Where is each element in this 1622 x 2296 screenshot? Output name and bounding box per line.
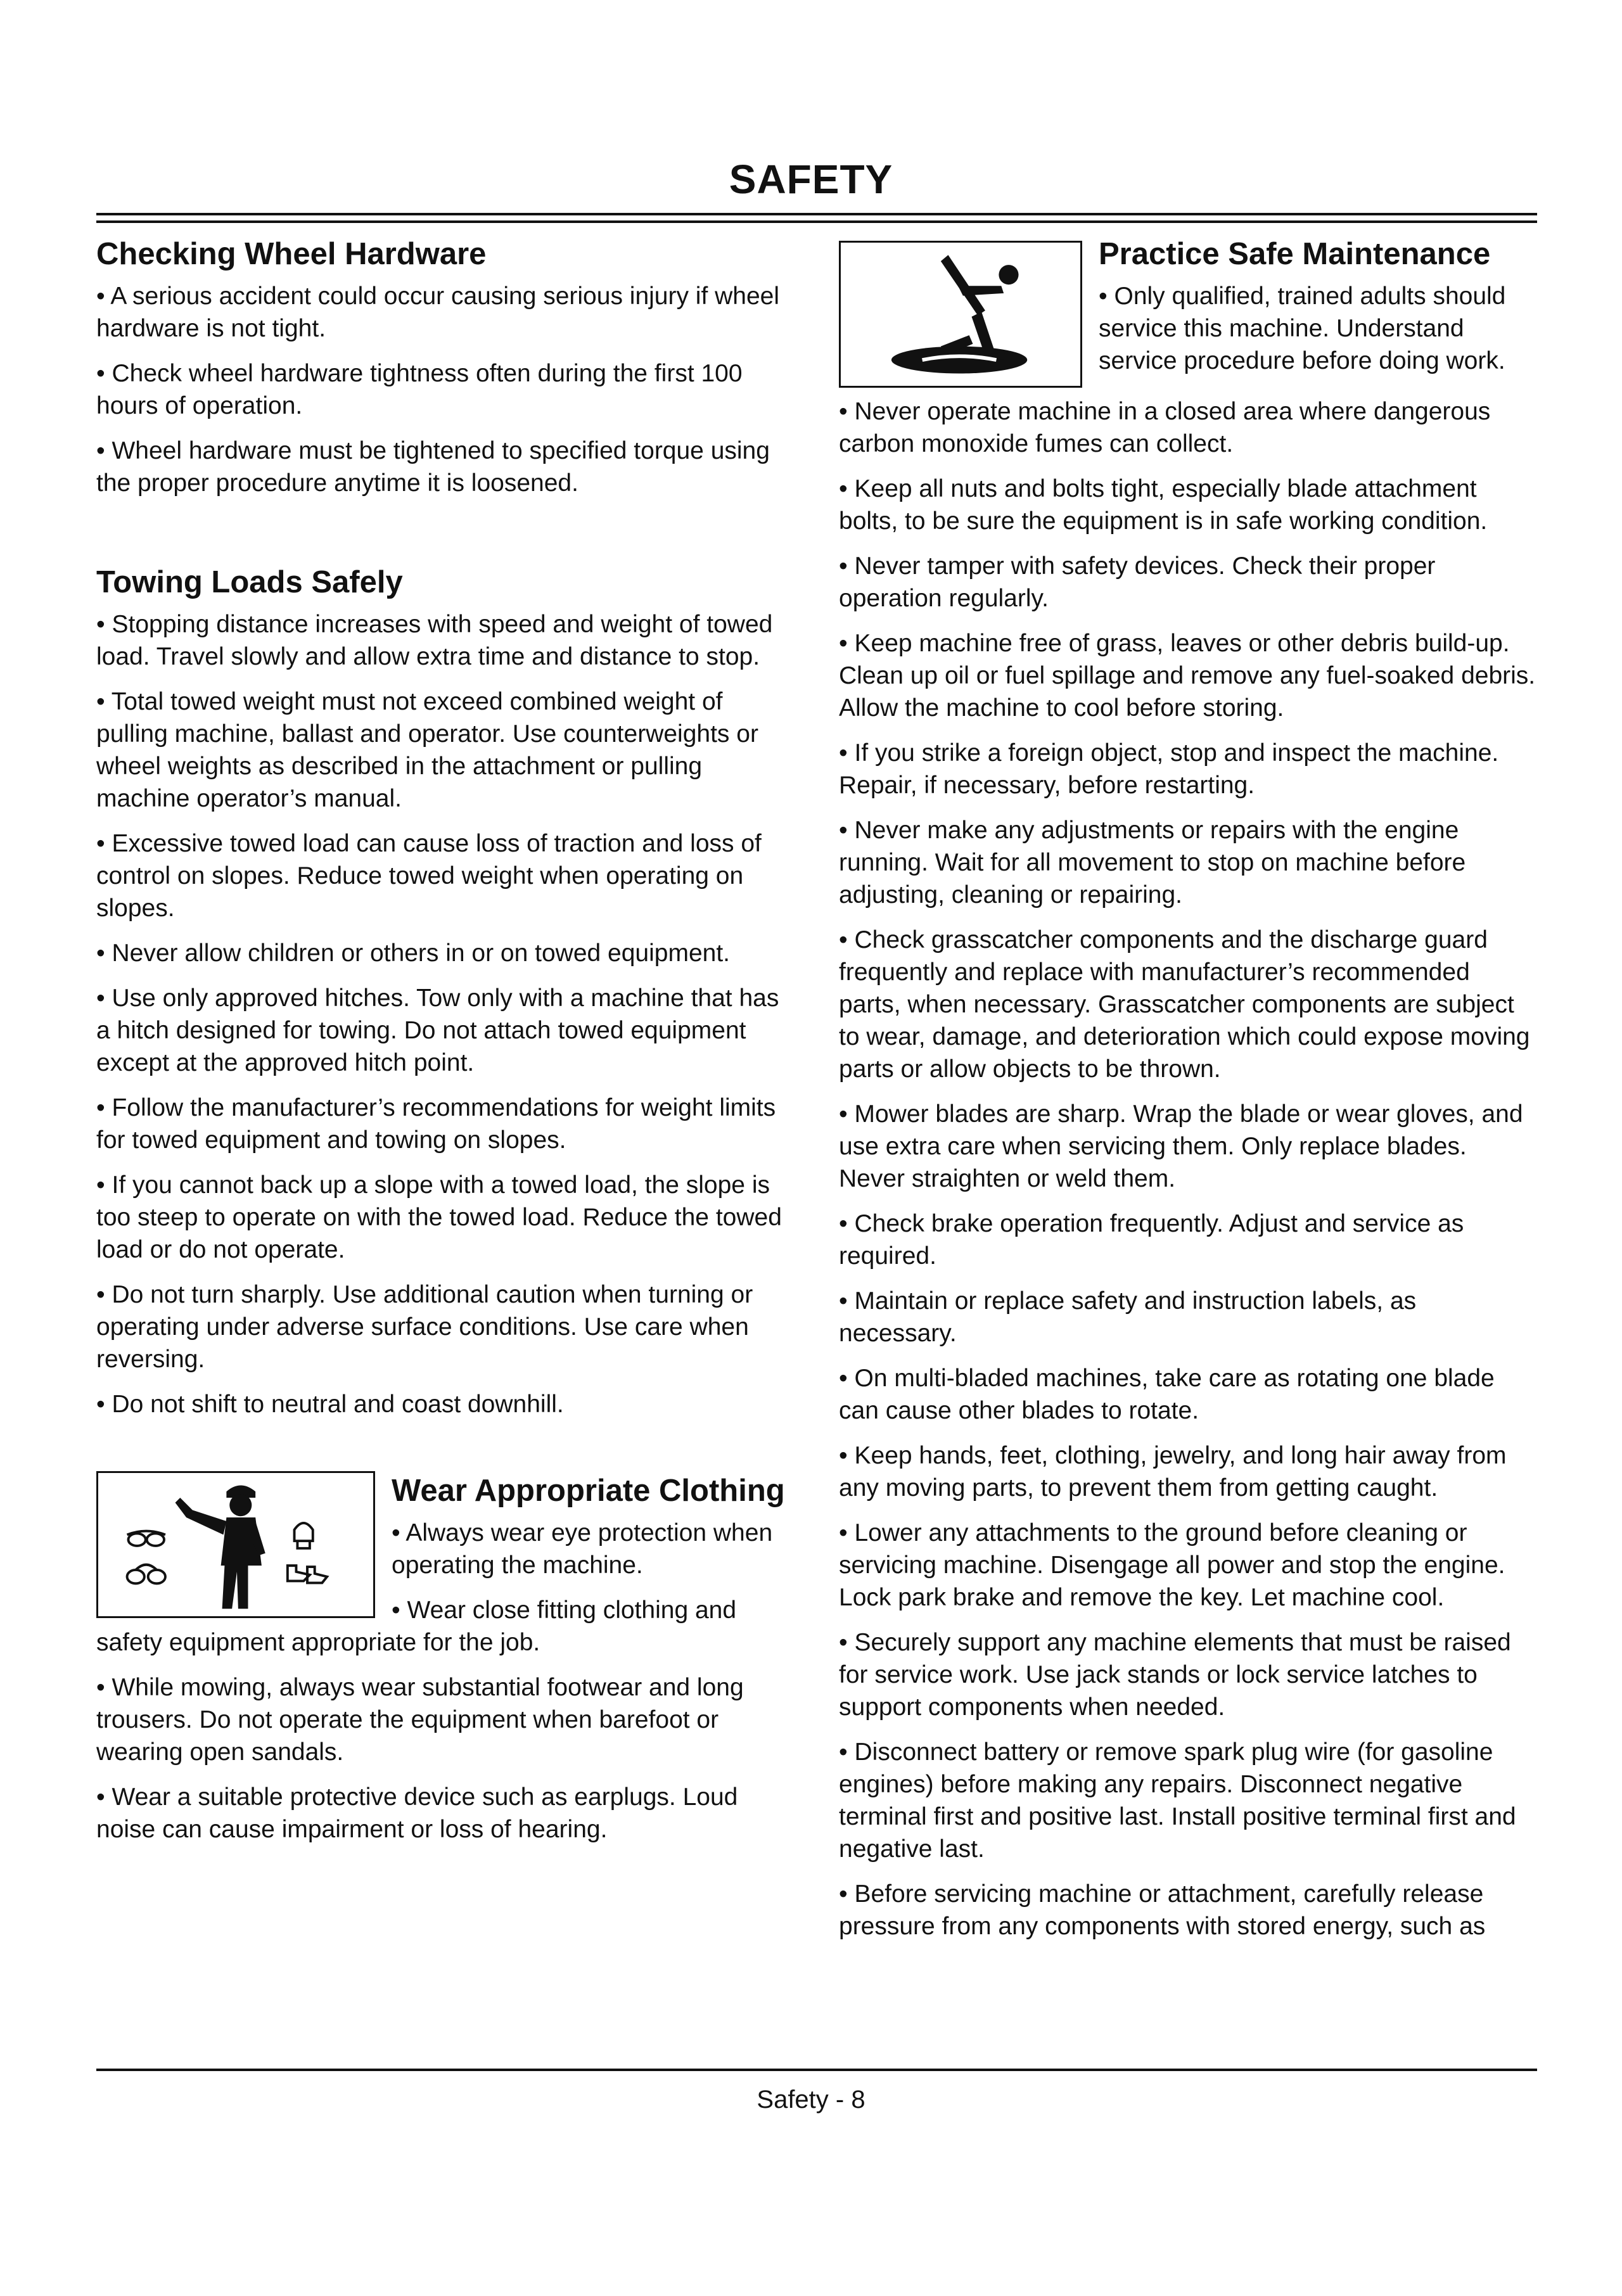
page-number: Safety - 8 [757, 2086, 865, 2114]
wheel-item-3: • Wheel hardware must be tightened to specified torque using the proper procedure anytime it is loosened. [96, 437, 770, 497]
maintenance-item-10: • Check brake operation frequently. Adjust and service as required. [839, 1210, 1464, 1270]
maintenance-item-12: • On multi-bladed machines, take care as rotating one blade can cause other blades to rotate. [839, 1365, 1495, 1424]
towing-item-6: • Follow the manufacturer’s recommendations for weight limits for towed equipment and towing on slopes. [96, 1094, 776, 1154]
protective-clothing-icon [96, 1471, 375, 1618]
left-column [96, 228, 792, 1858]
header-rule [96, 213, 1537, 223]
clothing-item-2: • Wear close fitting clothing and safety equipment appropriate for the job. [96, 1597, 737, 1656]
maintenance-item-9: • Mower blades are sharp. Wrap the blade or wear gloves, and use extra care when servicing them. Only replace blades. Never straighten or weld them. [839, 1100, 1523, 1192]
maintenance-item-1: • Only qualified, trained adults should service this machine. Understand service procedure before doing work. [1099, 283, 1506, 374]
maintenance-item-4: • Never tamper with safety devices. Check their proper operation regularly. [839, 552, 1436, 612]
towing-item-7: • If you cannot back up a slope with a towed load, the slope is too steep to operate on with the towed load. Reduce the towed load or do not operate. [96, 1171, 782, 1263]
slip-hazard-icon [839, 241, 1082, 388]
clothing-item-1: • Always wear eye protection when operating the machine. [392, 1519, 773, 1579]
right-column [839, 228, 1538, 1955]
maintenance-item-6: • If you strike a foreign object, stop and inspect the machine. Repair, if necessary, before restarting. [839, 739, 1499, 799]
clothing-item-3: • While mowing, always wear substantial footwear and long trousers. Do not operate the equipment when barefoot or wearing open sandals. [96, 1674, 744, 1766]
maintenance-item-11: • Maintain or replace safety and instruction labels, as necessary. [839, 1287, 1417, 1347]
maintenance-item-2: • Never operate machine in a closed area where dangerous carbon monoxide fumes can collect. [839, 398, 1491, 457]
maintenance-item-5: • Keep machine free of grass, leaves or other debris build-up. Clean up oil or fuel spillage and remove any fuel-soaked debris. Allow the machine to cool before storing. [839, 630, 1536, 722]
maintenance-item-15: • Securely support any machine elements that must be raised for service work. Use jack stands or lock service latches to support components when needed. [839, 1629, 1511, 1721]
towing-item-2: • Total towed weight must not exceed combined weight of pulling machine, ballast and operator. Use counterweights or wheel weights as described in the attachment or pulling machine operator’s manual. [96, 688, 758, 812]
maintenance-item-8: • Check grasscatcher components and the discharge guard frequently and replace with manufacturer’s recommended parts, when necessary. Grasscatcher components are subject to wear, damage, and deterioration which could expose moving parts or allow objects to be thrown. [839, 926, 1530, 1083]
towing-item-8: • Do not turn sharply. Use additional caution when turning or operating under adverse surface conditions. Use care when reversing. [96, 1281, 753, 1373]
towing-item-1: • Stopping distance increases with speed and weight of towed load. Travel slowly and allow extra time and distance to stop. [96, 611, 773, 670]
page-title: SAFETY [729, 156, 893, 202]
heading-practice-safe-maintenance: Practice Safe Maintenance [1099, 237, 1491, 271]
maintenance-item-14: • Lower any attachments to the ground before cleaning or servicing machine. Disengage all power and stop the engine. Lock park brake and remove the key. Let machine cool. [839, 1519, 1505, 1611]
heading-towing-loads-safely: Towing Loads Safely [96, 565, 403, 599]
maintenance-item-3: • Keep all nuts and bolts tight, especially blade attachment bolts, to be sure the equipment is in safe working condition. [839, 475, 1488, 535]
clothing-item-4: • Wear a suitable protective device such as earplugs. Loud noise can cause impairment or loss of hearing. [96, 1783, 738, 1843]
maintenance-item-16: • Disconnect battery or remove spark plug wire (for gasoline engines) before making any repairs. Disconnect negative terminal first and positive last. Install positive terminal first and negative last. [839, 1738, 1516, 1863]
heading-wear-appropriate-clothing: Wear Appropriate Clothing [392, 1474, 785, 1508]
footer-rule [96, 2069, 1537, 2071]
towing-item-3: • Excessive towed load can cause loss of traction and loss of control on slopes. Reduce towed weight when operating on slopes. [96, 830, 762, 922]
towing-item-4: • Never allow children or others in or on towed equipment. [96, 940, 731, 967]
maintenance-item-13: • Keep hands, feet, clothing, jewelry, and long hair away from any moving parts, to prevent them from getting caught. [839, 1442, 1507, 1502]
wheel-item-1: • A serious accident could occur causing serious injury if wheel hardware is not tight. [96, 283, 780, 342]
heading-checking-wheel-hardware: Checking Wheel Hardware [96, 237, 487, 271]
maintenance-item-7: • Never make any adjustments or repairs with the engine running. Wait for all movement to stop on machine before adjusting, cleaning or repairing. [839, 817, 1466, 909]
maintenance-item-17: • Before servicing machine or attachment, carefully release pressure from any components with stored energy, such as [839, 1880, 1486, 1940]
wheel-item-2: • Check wheel hardware tightness often during the first 100 hours of operation. [96, 360, 743, 419]
towing-item-9: • Do not shift to neutral and coast downhill. [96, 1391, 564, 1418]
towing-item-5: • Use only approved hitches. Tow only with a machine that has a hitch designed for towing. Do not attach towed equipment except at the approved hitch point. [96, 985, 779, 1076]
